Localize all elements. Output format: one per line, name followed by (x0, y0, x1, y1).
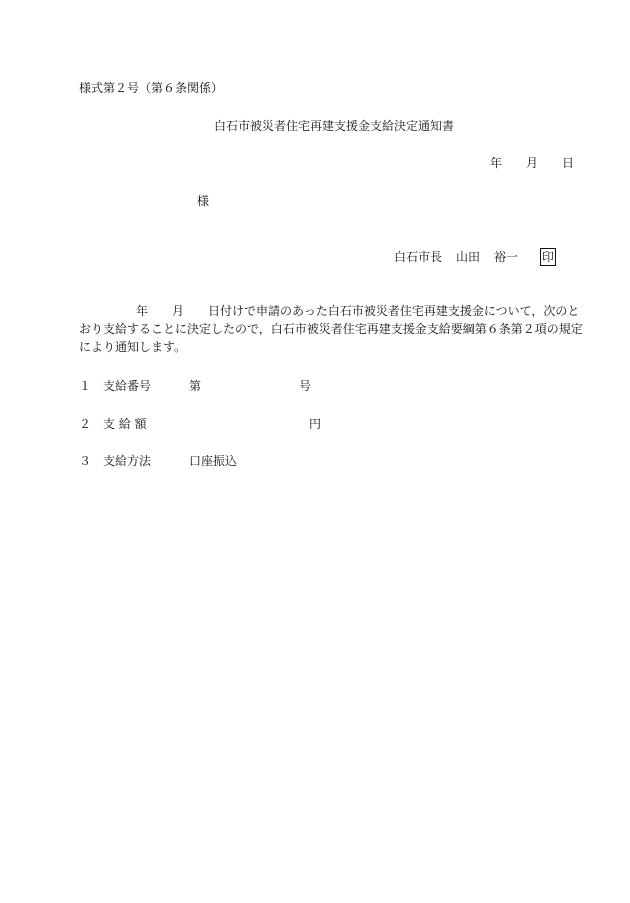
item-suffix: 号 (299, 379, 312, 393)
sender-surname: 山田 (456, 250, 481, 264)
sender-given-name: 裕一 (494, 250, 519, 264)
date-line (490, 155, 574, 171)
sender-position: 白石市長 (394, 250, 443, 264)
item-payment-method (79, 453, 237, 469)
item-value: 口座振込 (189, 454, 238, 468)
sender-block (394, 248, 556, 266)
item-number: ３ (79, 454, 92, 468)
date-month: 月 (526, 156, 539, 170)
body-year: 年 (136, 304, 149, 318)
body-text: 日付けで申請のあった白石市被災者住宅再建支援金について，次のとおり支給することに決定したので，白石市被災者住宅再建支援金支給要綱第６条第２項の規定により通知します。 (79, 304, 583, 354)
date-day: 日 (562, 156, 575, 170)
body-month: 月 (172, 304, 185, 318)
body-paragraph (79, 302, 589, 356)
item-label: 支給方法 (103, 454, 152, 468)
item-number: ２ (79, 417, 92, 431)
item-label: 支 給 額 (103, 417, 147, 431)
date-year: 年 (490, 156, 503, 170)
form-label: 様式第２号（第６条関係） (79, 81, 224, 95)
document-title: 白石市被災者住宅再建支援金支給決定通知書 (214, 119, 455, 133)
item-prefix: 第 (189, 379, 202, 393)
item-payment-number (79, 378, 311, 394)
item-label: 支給番号 (103, 379, 152, 393)
item-payment-amount (79, 416, 321, 432)
addressee-suffix: 様 (197, 194, 210, 208)
seal-stamp: 印 (542, 250, 555, 264)
item-suffix: 円 (309, 417, 322, 431)
item-number: １ (79, 379, 92, 393)
